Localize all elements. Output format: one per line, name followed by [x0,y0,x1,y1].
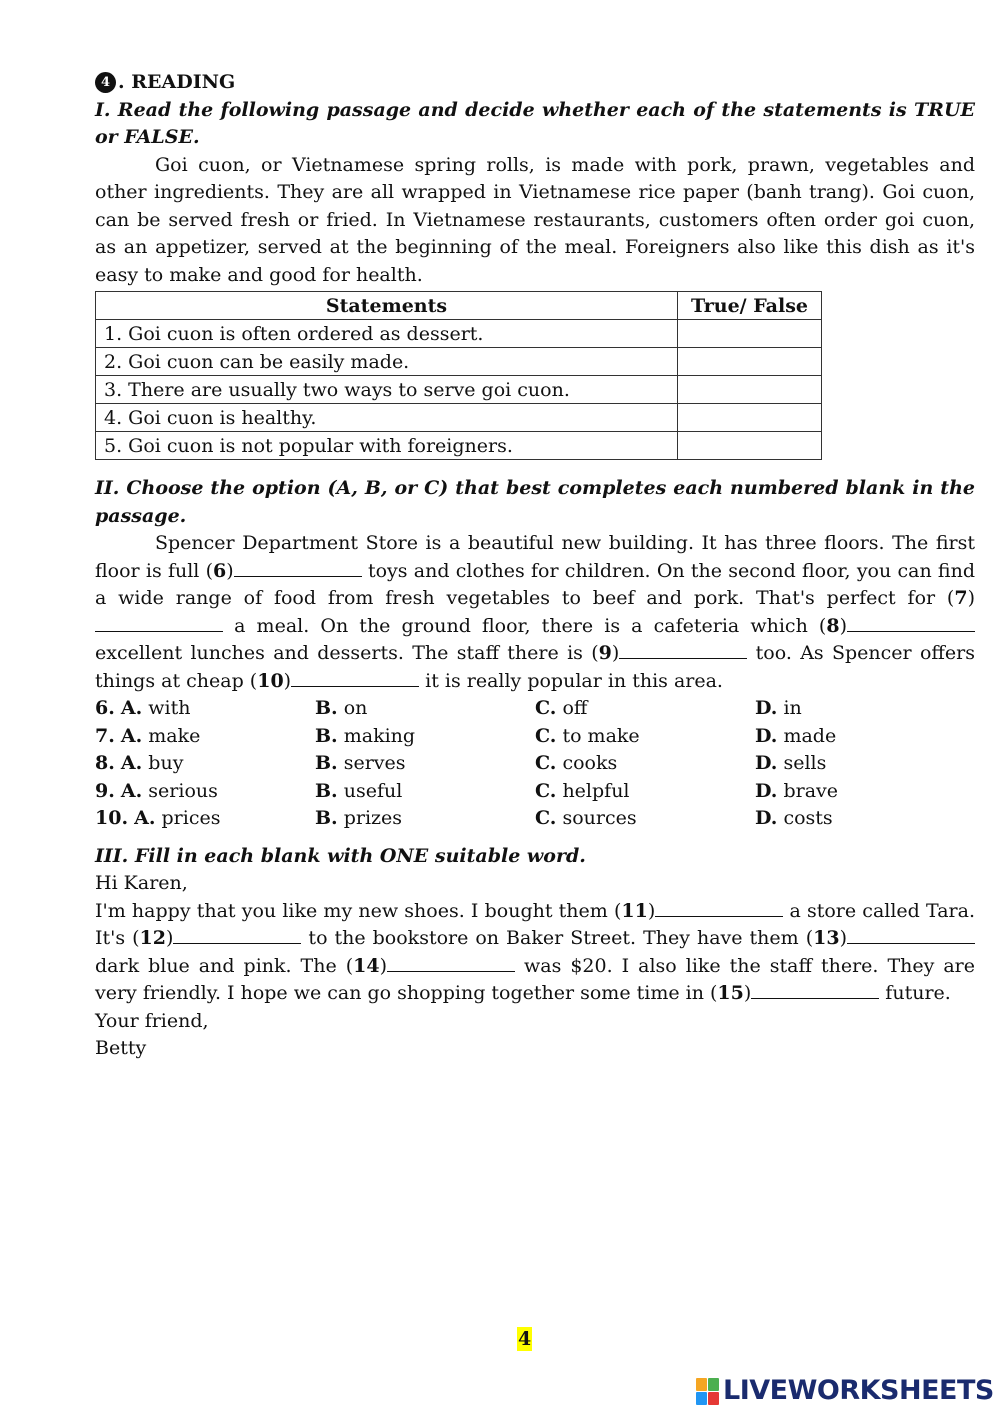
option-letter: C. [535,752,557,774]
letter-text: was $20. I also like the staff there. They are very friendly. I hope we can go shopping together some time in ( [95,954,975,1004]
blank-14[interactable] [387,953,515,972]
letter-text: to the bookstore on Baker Street. They have them ( [301,927,814,949]
option-d[interactable] [755,695,975,723]
blank-number: 6 [213,559,227,582]
answer-cell[interactable] [678,320,822,348]
option-text: useful [337,779,403,802]
letter-text: ) [647,899,656,922]
statement-text: 1. Goi cuon is often ordered as dessert. [96,320,678,348]
true-false-header: True/ False [678,292,822,320]
letter-text: ) [839,927,847,949]
page-number: 4 [518,1328,532,1350]
statement-text: 2. Goi cuon can be easily made. [96,348,678,376]
question-row [95,778,975,806]
statements-table [95,291,822,460]
option-a[interactable] [95,805,315,833]
passage-text: ) [967,587,975,609]
option-text: buy [142,752,184,774]
option-b[interactable] [315,778,535,806]
letter-closing: Your friend, [95,1009,209,1032]
part2-passage [95,530,975,695]
answer-cell[interactable] [678,404,822,432]
option-a[interactable] [95,723,315,751]
passage-text: it is really popular in this area. [419,669,723,692]
letter-text: ) [166,927,174,949]
table-row [96,348,822,376]
letter-text: ) [379,954,387,977]
blank-number: 15 [717,982,744,1004]
option-letter: D. [755,752,778,774]
option-letter: A. [120,752,143,774]
statement-text: 5. Goi cuon is not popular with foreigners. [96,432,678,460]
question-number: 8. [95,752,115,774]
blank-6[interactable] [234,558,362,577]
blank-number: 8 [826,614,840,637]
option-letter: C. [535,807,557,829]
passage-text: ) [226,559,234,582]
options-list [95,695,975,833]
option-c[interactable] [535,750,755,778]
option-letter: A. [120,697,143,719]
letter-text: ) [743,982,752,1004]
letter-signature: Betty [95,1037,147,1059]
liveworksheets-logo[interactable] [696,1376,994,1406]
section-number-badge: 4 [95,72,116,93]
statements-header: Statements [96,292,678,320]
option-letter: B. [315,724,338,747]
option-b[interactable] [315,750,535,778]
table-row [96,320,822,348]
brand-name: LIVEWORKSHEETS [723,1375,994,1406]
passage-text: excellent lunches and desserts. The staff there is ( [95,642,599,664]
passage-text: too. As Spencer offers things at cheap ( [95,642,975,692]
blank-number: 11 [621,899,648,922]
option-letter: B. [315,697,338,719]
blank-13[interactable] [847,925,975,944]
question-number: 7. [95,724,115,747]
option-letter: D. [755,807,778,829]
passage-text: ) [283,669,292,692]
option-letter: B. [315,807,338,829]
option-c[interactable] [535,805,755,833]
part3-letter [95,898,975,1008]
passage-text: toys and clothes for children. On the second floor, you can find a wide range of food from fresh vegetables to beef and pork. That's perfect for ( [95,559,976,609]
question-row [95,695,975,723]
passage-text: ) [839,614,847,637]
answer-cell[interactable] [678,432,822,460]
blank-number: 10 [257,669,284,692]
blank-number: 12 [139,927,166,949]
option-b[interactable] [315,723,535,751]
blank-15[interactable] [751,980,879,999]
option-letter: C. [535,697,557,719]
option-letter: B. [315,752,338,774]
option-text: sells [777,752,827,774]
part1-passage: Goi cuon, or Vietnamese spring rolls, is made with pork, prawn, vegetables and other ingredients. They are all wrapped in Vietnamese rice paper (banh trang). Goi cuon, can be served fresh or fried. In Vietnamese restaurants, customers often order goi cuon, as an appetizer, served at the beginning of the meal. Foreigners also like this dish as it's easy to make and good for health. [95,153,975,286]
blank-8[interactable] [847,613,975,632]
blank-number: 14 [353,954,380,977]
option-text: to make [556,724,640,747]
option-b[interactable] [315,695,535,723]
blank-12[interactable] [173,925,301,944]
blank-11[interactable] [655,898,783,917]
option-text: costs [777,807,833,829]
passage-text: a meal. On the ground floor, there is a cafeteria which ( [223,614,827,637]
option-text: serious [142,779,218,802]
question-row [95,805,975,833]
option-text: making [337,724,416,747]
option-text: in [777,697,802,719]
part3-instruction: III. Fill in each blank with ONE suitable word. [95,844,586,867]
question-row [95,723,975,751]
passage-text: Spencer Department Store is a beautiful new building. It has three floors. The first floor is full ( [95,532,975,582]
part2-instruction: II. Choose the option (A, B, or C) that best completes each numbered blank in the passage. [95,477,975,527]
table-header-row [96,292,822,320]
option-d[interactable] [755,805,975,833]
letter-greeting: Hi Karen, [95,872,188,894]
question-number: 10. [95,807,129,829]
section-title: . READING [118,71,236,93]
option-b[interactable] [315,805,535,833]
answer-cell[interactable] [678,376,822,404]
option-text: brave [777,779,839,802]
liveworksheets-icon [696,1378,719,1405]
table-row [96,404,822,432]
letter-text: a store called Tara. It's ( [95,899,975,949]
option-letter: A. [120,779,143,802]
option-text: with [142,697,191,719]
option-letter: A. [134,807,156,829]
blank-number: 13 [813,927,840,949]
option-text: off [556,697,588,719]
letter-text: future. [879,982,951,1004]
blank-number: 9 [598,642,612,664]
blank-7[interactable] [95,613,223,632]
question-number: 6. [95,697,115,719]
option-letter: C. [535,779,557,802]
option-letter: A. [120,724,143,747]
option-letter: D. [755,779,778,802]
statement-text: 3. There are usually two ways to serve goi cuon. [96,376,678,404]
option-c[interactable] [535,695,755,723]
option-letter: D. [755,697,778,719]
option-letter: B. [315,779,338,802]
option-c[interactable] [535,778,755,806]
option-a[interactable] [95,750,315,778]
letter-text: I'm happy that you like my new shoes. I bought them ( [95,899,622,922]
blank-9[interactable] [619,640,747,659]
option-text: prizes [337,807,403,829]
option-c[interactable] [535,723,755,751]
question-number: 9. [95,779,115,802]
option-text: helpful [556,779,630,802]
option-text: make [142,724,201,747]
option-letter: D. [755,724,778,747]
passage-text: ) [611,642,620,664]
answer-cell[interactable] [678,348,822,376]
option-text: made [777,724,837,747]
letter-text: dark blue and pink. The ( [95,954,354,977]
option-d[interactable] [755,778,975,806]
blank-10[interactable] [291,668,419,687]
option-d[interactable] [755,723,975,751]
statement-text: 4. Goi cuon is healthy. [96,404,678,432]
question-row [95,750,975,778]
option-text: on [337,697,368,719]
blank-number: 7 [954,587,968,609]
section-heading [95,69,975,97]
option-a[interactable] [95,778,315,806]
option-text: serves [337,752,406,774]
option-d[interactable] [755,750,975,778]
table-row [96,432,822,460]
option-letter: C. [535,724,557,747]
option-text: cooks [556,752,618,774]
option-text: sources [556,807,637,829]
part1-instruction: I. Read the following passage and decide whether each of the statements is TRUE or FALSE. [95,98,975,148]
worksheet-content [95,69,975,1063]
option-text: prices [155,807,221,829]
option-a[interactable] [95,695,315,723]
table-row [96,376,822,404]
